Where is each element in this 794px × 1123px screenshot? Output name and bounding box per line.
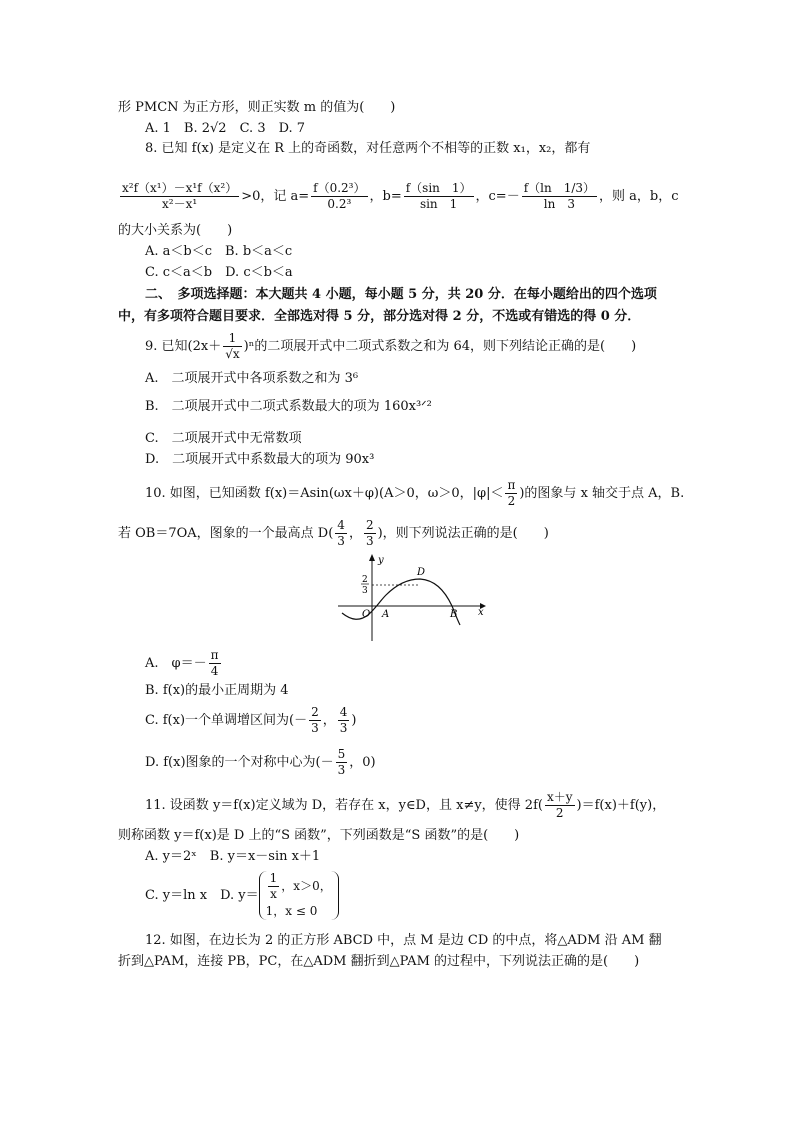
q10-stem2-n2: 2 xyxy=(365,518,374,532)
q8-c-fraction xyxy=(522,181,597,212)
x-label: x xyxy=(478,607,484,618)
q10-c-prefix: C. f(x)一个单调增区间为(－ xyxy=(145,713,308,728)
q10-stem2-prefix: 若 OB＝7OA，图象的一个最高点 D( xyxy=(118,526,334,541)
q11-options-ab: A. y＝2ˣ B. y＝x－sin x＋1 xyxy=(145,849,321,864)
q10-stem-2 xyxy=(118,518,549,550)
q11-option-c-prefix: C. y＝ln x D. y＝ xyxy=(145,888,259,903)
q10-a-prefix: A. φ＝－ xyxy=(145,656,207,671)
q8-cond-numerator: x²f（x¹）－x¹f（x²） xyxy=(122,181,238,195)
q10-d-postfix: ，0) xyxy=(349,755,376,770)
q8-c-numerator: f（ln 1/3） xyxy=(523,181,596,195)
q8-c-postfix: ，则 a，b，c xyxy=(599,189,679,204)
q11-piece1-numerator: 1 xyxy=(269,871,278,885)
q10-c-d1: 3 xyxy=(311,721,319,735)
q9-stem-fraction xyxy=(223,331,241,362)
q8-condition-fraction xyxy=(120,181,239,212)
q11-piece-1 xyxy=(266,871,332,902)
q11-piece1-condition: ，x＞0， xyxy=(281,879,332,893)
q10-stem2-n1: 4 xyxy=(337,518,345,532)
q10-a-numerator: π xyxy=(210,648,219,662)
q11-piece-2: 1，x ≤ 0 xyxy=(265,904,318,918)
q10-d-fraction xyxy=(336,747,348,778)
q8-a-fraction xyxy=(311,181,367,212)
q11-stem-1 xyxy=(145,790,665,822)
q10-stem1-postfix: )的图象与 x 轴交于点 A，B. xyxy=(519,486,685,501)
q11-piece1-fraction xyxy=(268,871,280,902)
q11-stem1-prefix: 11. 设函数 y＝f(x)定义域为 D，若存在 x，y∈D，且 x≠y，使得 2f( xyxy=(145,798,543,813)
sine-curve xyxy=(342,579,460,625)
q8-cond-denominator: x²－x¹ xyxy=(162,197,198,211)
q10-stem1-numerator: π xyxy=(507,478,516,492)
q8-cond-rest: >0，记 a= xyxy=(241,189,310,204)
point-a-label: A xyxy=(382,609,390,620)
q11-stem1-denominator: 2 xyxy=(555,806,564,820)
q11-stem-2: 则称函数 y＝f(x)是 D 上的“S 函数”，下列函数是“S 函数”的是( ) xyxy=(118,828,520,843)
q11-options-cd xyxy=(145,870,339,922)
q10-stem2-postfix: )，则下列说法正确的是( ) xyxy=(377,526,549,541)
point-b-label: B xyxy=(450,609,458,620)
q10-stem1-fraction xyxy=(505,478,517,509)
q10-stem2-fraction-2 xyxy=(364,518,376,549)
y-label: y xyxy=(378,555,384,566)
q10-a-denominator: 4 xyxy=(210,664,219,678)
q9-option-d: D. 二项展开式中系数最大的项为 90x³ xyxy=(145,452,375,467)
q8-stem: 8. 已知 f(x) 是定义在 R 上的奇函数，对任意两个不相等的正数 x₁，x₂，都有 xyxy=(145,141,591,156)
q8-b-denominator: sin 1 xyxy=(419,197,458,211)
q10-stem2-mid: ， xyxy=(348,526,362,541)
q10-c-fraction-2 xyxy=(338,705,350,736)
q9-stem-numerator: 1 xyxy=(223,331,241,347)
q8-c-denominator: ln 3 xyxy=(543,197,575,211)
q10-stem1-denominator: 2 xyxy=(507,494,516,508)
q9-option-c: C. 二项展开式中无常数项 xyxy=(145,431,302,446)
q11-piece1-denominator: x xyxy=(270,887,277,901)
q11-stem1-numerator: x＋y xyxy=(546,790,573,804)
q10-function-graph xyxy=(334,553,490,643)
origin-label: O xyxy=(362,609,371,620)
q8-a-numerator: f（0.2³） xyxy=(313,181,366,195)
q11-piecewise xyxy=(259,871,339,920)
section2-line1: 二、 多项选择题：本大题共 4 小题，每小题 5 分，共 20 分．在每小题给出的四个选项 xyxy=(145,287,657,302)
q10-c-d2: 3 xyxy=(339,721,348,735)
q12-line-1: 12. 如图，在边长为 2 的正方形 ABCD 中，点 M 是边 CD 的中点，将△ADM 沿 AM 翻 xyxy=(145,933,662,948)
q8-options-1: A. a＜b＜c B. b＜a＜c xyxy=(145,244,293,259)
q8-options-2: C. c＜a＜b D. c＜b＜a xyxy=(145,265,293,280)
q10-d-denominator: 3 xyxy=(337,763,346,777)
q10-option-a xyxy=(145,648,223,680)
q9-stem-denominator: √x xyxy=(225,347,240,361)
q7-tail: 形 PMCN 为正方形，则正实数 m 的值为( ) xyxy=(118,100,396,115)
y-axis-arrow xyxy=(369,554,375,561)
q9-option-a: A. 二项展开式中各项系数之和为 3⁶ xyxy=(145,371,359,386)
q10-option-b: B. f(x)的最小正周期为 4 xyxy=(145,683,289,698)
q10-c-fraction-1 xyxy=(309,705,321,736)
q10-stem1-prefix: 10. 如图，已知函数 f(x)＝Asin(ωx＋φ)(A＞0，ω＞0，|φ|＜ xyxy=(145,486,504,501)
q10-stem2-fraction-1 xyxy=(335,518,347,549)
q10-option-c xyxy=(145,705,356,737)
q8-condition xyxy=(118,180,679,214)
q10-d-prefix: D. f(x)图象的一个对称中心为(－ xyxy=(145,755,334,770)
q10-option-d xyxy=(145,747,376,779)
q8-tail: 的大小关系为( ) xyxy=(118,223,233,238)
q8-b-fraction xyxy=(404,181,474,212)
q9-stem-prefix: 9. 已知(2x＋ xyxy=(145,339,222,354)
q10-c-n2: 4 xyxy=(339,705,348,719)
q7-options: A. 1 B. 2√2 C. 3 D. 7 xyxy=(145,121,306,136)
point-d-label: D xyxy=(417,567,426,578)
q9-option-b: B. 二项展开式中二项式系数最大的项为 160x³ᐟ² xyxy=(145,399,432,414)
q10-a-fraction xyxy=(209,648,221,679)
q10-stem2-d2: 3 xyxy=(365,534,374,548)
q10-c-postfix: ) xyxy=(351,713,357,728)
ytick-denominator: 3 xyxy=(362,586,368,596)
q8-b-numerator: f（sin 1） xyxy=(405,181,472,195)
q8-c-prefix: ，c=－ xyxy=(475,189,520,204)
q10-d-numerator: 5 xyxy=(337,747,346,761)
q12-line-2: 折到△PAM，连接 PB，PC，在△ADM 翻折到△PAM 的过程中，下列说法正确的是( ) xyxy=(118,954,640,969)
q10-c-mid: ， xyxy=(322,713,336,728)
q10-c-n1: 2 xyxy=(311,705,319,719)
q9-stem xyxy=(145,331,636,362)
q10-stem2-d1: 3 xyxy=(337,534,345,548)
section2-line2: 中，有多项符合题目要求．全部选对得 5 分，部分选对得 2 分，不选或有错选的得 0 分． xyxy=(118,309,641,324)
q8-a-denominator: 0.2³ xyxy=(327,197,352,211)
q8-b-prefix: ，b= xyxy=(369,189,402,204)
q9-stem-postfix: )ⁿ的二项展开式中二项式系数之和为 64，则下列结论正确的是( ) xyxy=(243,339,637,354)
q11-stem1-postfix: )＝f(x)＋f(y)， xyxy=(576,798,666,813)
ytick-numerator: 2 xyxy=(362,575,368,585)
q11-stem1-fraction xyxy=(545,790,575,821)
q10-stem-1 xyxy=(145,478,684,510)
